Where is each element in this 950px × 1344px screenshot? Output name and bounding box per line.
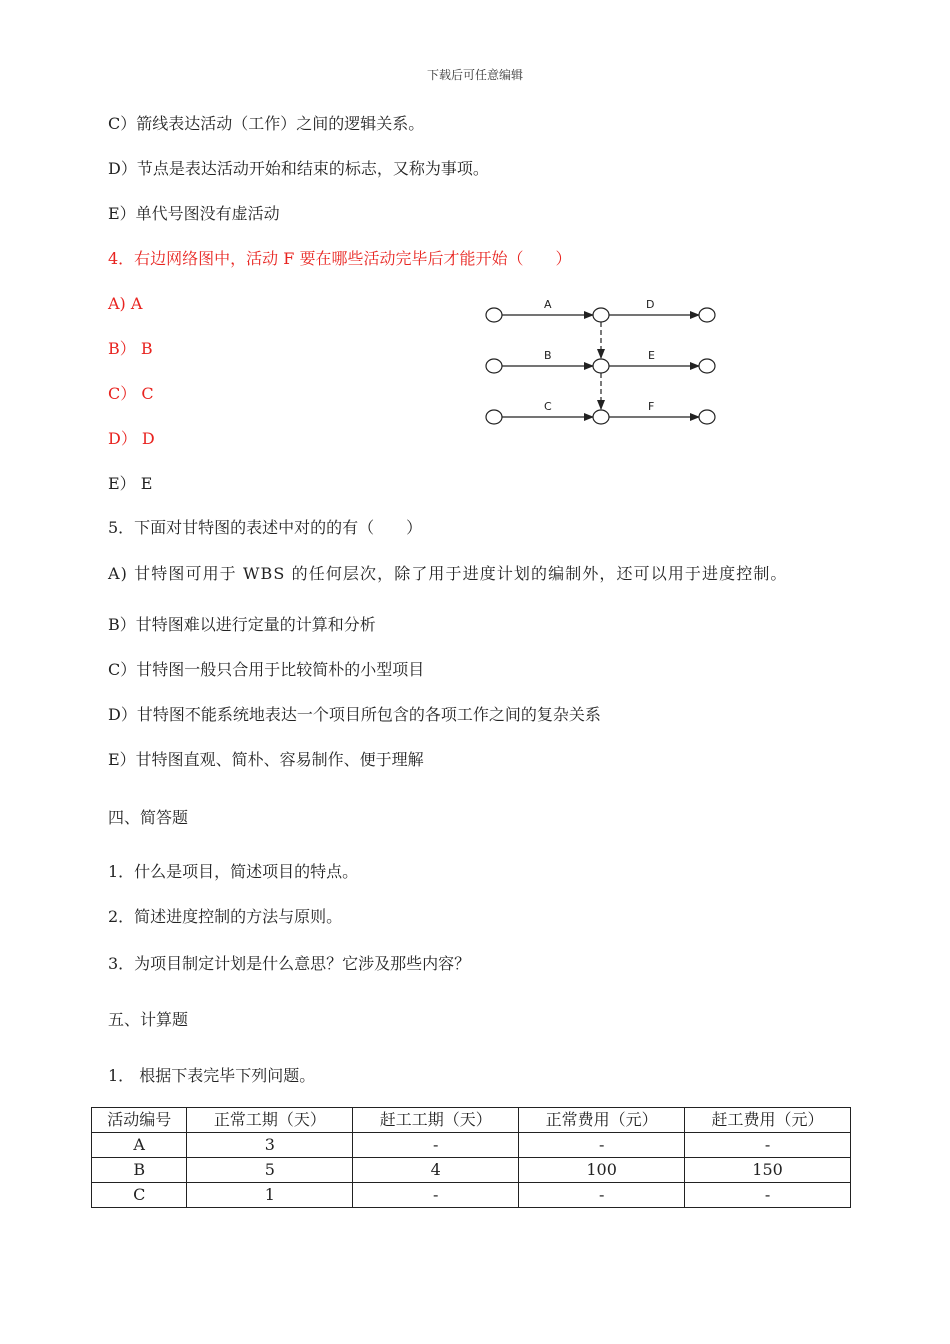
table-cell: 1: [187, 1183, 353, 1208]
table-cell: -: [685, 1133, 851, 1158]
q5-option-b: B）甘特图难以进行定量的计算和分析: [108, 615, 376, 634]
table-cell: 150: [685, 1158, 851, 1183]
q4-option-d: D） D: [108, 429, 155, 448]
table-cell: -: [353, 1133, 519, 1158]
q4-stem: 4．右边网络图中，活动 F 要在哪些活动完毕后才能开始（ ）: [108, 249, 572, 268]
node: [699, 410, 715, 424]
table-header-cell: 赶工工期（天）: [353, 1108, 519, 1133]
node: [486, 359, 502, 373]
table-row: [92, 1133, 851, 1158]
table-cell: -: [519, 1183, 685, 1208]
cost-table: [91, 1107, 851, 1208]
table-cell: C: [92, 1183, 187, 1208]
label-a: A: [544, 298, 552, 311]
network-diagram: [480, 296, 730, 436]
q5-stem: 5．下面对甘特图的表述中对的的有（ ）: [108, 518, 423, 537]
table-cell: A: [92, 1133, 187, 1158]
q4-option-c: C） C: [108, 384, 154, 403]
q3-option-d: D）节点是表达活动开始和结束的标志，又称为事项。: [108, 159, 489, 178]
node: [486, 410, 502, 424]
node: [486, 308, 502, 322]
q5-option-e: E）甘特图直观、简朴、容易制作、便于理解: [108, 750, 424, 769]
node: [593, 410, 609, 424]
q4-option-e: E） E: [108, 474, 153, 493]
node: [593, 308, 609, 322]
table-header-cell: 正常费用（元）: [519, 1108, 685, 1133]
label-c: C: [544, 400, 552, 413]
section4-item-2: 2．简述进度控制的方法与原则。: [108, 907, 343, 926]
table-cell: -: [685, 1183, 851, 1208]
table-cell: 3: [187, 1133, 353, 1158]
table-cell: 100: [519, 1158, 685, 1183]
table-row: [92, 1183, 851, 1208]
table-cell: B: [92, 1158, 187, 1183]
section5-title: 五、计算题: [108, 1010, 189, 1029]
section5-q1: 1． 根据下表完毕下列问题。: [108, 1066, 316, 1085]
table-header-cell: 活动编号: [92, 1108, 187, 1133]
table-row: [92, 1158, 851, 1183]
label-e: E: [648, 349, 655, 362]
table-cell: 4: [353, 1158, 519, 1183]
table-header-cell: 赶工费用（元）: [685, 1108, 851, 1133]
node: [699, 308, 715, 322]
table-cell: -: [353, 1183, 519, 1208]
q5-option-a: A) 甘特图可用于 WBS 的任何层次，除了用于进度计划的编制外，还可以用于进度控制。: [108, 564, 788, 583]
node: [593, 359, 609, 373]
section4-item-3: 3．为项目制定计划是什么意思？它涉及那些内容？: [108, 954, 471, 973]
q5-option-c: C）甘特图一般只合用于比较简朴的小型项目: [108, 660, 425, 679]
q3-option-c: C）箭线表达活动（工作）之间的逻辑关系。: [108, 114, 425, 133]
q4-option-a: A) A: [108, 294, 143, 313]
page-header: 下载后可任意编辑: [426, 68, 523, 82]
label-b: B: [544, 349, 552, 362]
table-cell: 5: [187, 1158, 353, 1183]
table-header-cell: 正常工期（天）: [187, 1108, 353, 1133]
section4-item-1: 1．什么是项目，简述项目的特点。: [108, 862, 359, 881]
table-cell: -: [519, 1133, 685, 1158]
node: [699, 359, 715, 373]
label-f: F: [648, 400, 655, 413]
q4-option-b: B） B: [108, 339, 153, 358]
q5-option-d: D）甘特图不能系统地表达一个项目所包含的各项工作之间的复杂关系: [108, 705, 601, 724]
label-d: D: [646, 298, 655, 311]
section4-title: 四、简答题: [108, 808, 189, 827]
table-header-row: [92, 1108, 851, 1133]
q3-option-e: E）单代号图没有虚活动: [108, 204, 280, 223]
